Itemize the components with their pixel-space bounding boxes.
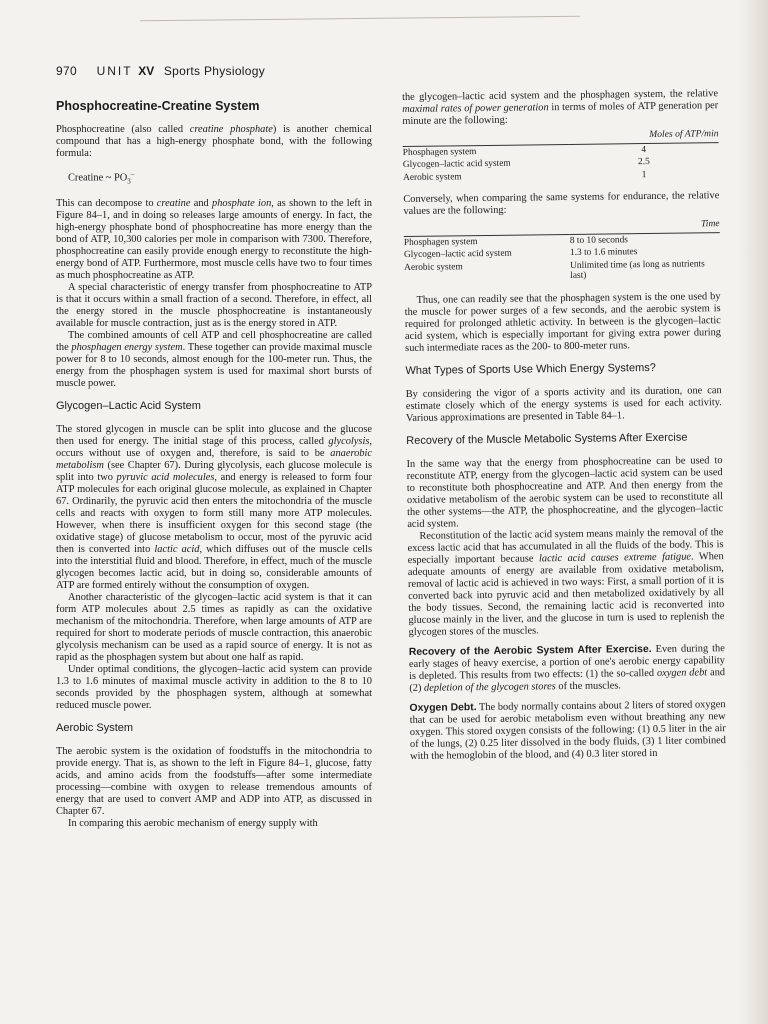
paragraph: The stored glycogen in muscle can be split into glucose and the glucose then used for energy. The initial stage of this process, called glycolysis, occurs without use of oxygen and, therefore, is said to be anaerobic metabolism (see Chapter 67). During glycolysis, each glucose molecule is split into two pyruvic acid molecules, and energy is released to form four ATP molecules for each original glucose molecule, as explained in Chapter 67. Ordinarily, the pyruvic acid then enters the mitochondria of the muscle cells and reacts with oxygen to form still many more ATP molecules. However, when there is insufficient oxygen for this second stage (the oxidative stage) of glucose metabolism to occur, most of the pyruvic acid then is converted into lactic acid, which diffuses out of the muscle cells into the interstitial fluid and blood. Therefore, in effect, much of the muscle glycogen becomes lactic acid, but in doing so, considerable amounts of ATP are formed entirely without the consumption of oxygen. bbox=[56, 423, 372, 591]
paragraph: Oxygen Debt. The body normally contains about 2 liters of stored oxygen that can be used for aerobic metabolism even without breathing any new oxygen. This stored oxygen consists of the following: (1) 0.5 liter in the air of the lungs, (2) 0.25 liter dissolved in the body fluids, (3) 1 liter combined with the hemoglobin of the blood, and (4) 0.3 liter stored in bbox=[409, 698, 727, 762]
left-column bbox=[56, 100, 372, 830]
heading-sports-types: What Types of Sports Use Which Energy Systems? bbox=[405, 361, 656, 377]
paragraph: Recovery of the Aerobic System After Exercise. Even during the early stages of heavy exercise, a portion of one's aerobic energy capability is depleted. This results from two effects: (1) the so-called oxygen debt and (2) depletion of the glycogen stores of the muscles. bbox=[408, 642, 726, 694]
paragraph: Under optimal conditions, the glycogen–lactic acid system can provide 1.3 to 1.6 minutes of maximal muscle activity in addition to the 8 to 10 seconds provided by the phosphagen system, although at somewhat reduced muscle power. bbox=[56, 663, 372, 711]
section-title: Sports Physiology bbox=[163, 64, 266, 78]
heading-glycogen-lactic: Glycogen–Lactic Acid System bbox=[56, 399, 201, 412]
formula: Creatine ~ $PO_3^-$ bbox=[68, 170, 135, 186]
paragraph: The combined amounts of cell ATP and cell phosphocreatine are called the phosphagen energy system. These together can provide maximal muscle power for 8 to 10 seconds, almost enough for the 100-meter run. Thus, the energy from the phosphagen system is used for maximal short bursts of muscle power. bbox=[56, 329, 373, 389]
paragraph: In comparing this aerobic mechanism of energy supply with bbox=[68, 817, 318, 829]
paragraph: Conversely, when comparing the same systems for endurance, the relative values are the following: bbox=[403, 190, 720, 217]
heading-recovery: Recovery of the Muscle Metabolic Systems After Exercise bbox=[406, 431, 688, 447]
scan-edge-line bbox=[140, 16, 580, 22]
paragraph: In the same way that the energy from phosphocreatine can be used to reconstitute ATP, energy from the glycogen–lactic acid system can be used to reconstitute both phosphocreatine and ATP. And then energy from the oxidative metabolism of the aerobic system can be used to reconstitute all the other systems—the ATP, the phosphocreatine, and the glycogen–lactic acid system. bbox=[406, 454, 724, 530]
page-number: 970 bbox=[56, 64, 77, 78]
table-header: Moles of ATP/min bbox=[402, 128, 718, 146]
endurance-table bbox=[404, 218, 721, 284]
unit-word: UNIT bbox=[96, 64, 133, 78]
power-rate-table bbox=[402, 128, 719, 184]
unit-number: XV bbox=[138, 64, 155, 78]
paragraph: the glycogen–lactic acid system and the phosphagen system, the relative maximal rates of power generation in terms of moles of ATP generation per minute are the following: bbox=[402, 88, 719, 127]
runin-heading: Recovery of the Aerobic System After Exercise. bbox=[408, 643, 652, 658]
table-row: Aerobic system 1 bbox=[402, 169, 647, 183]
paragraph: Phosphocreatine (also called creatine phosphate) is another chemical compound that has a high-energy phosphate bond, with the following formula: bbox=[56, 124, 372, 159]
running-header bbox=[56, 64, 265, 78]
table-row: Glycogen–lactic acid system 2.5 bbox=[402, 156, 650, 170]
paragraph: Reconstitution of the lactic acid system means mainly the removal of the excess lactic acid that has accumulated in all the fluids of the body. This is especially important because lactic acid causes extreme fatigue. When adequate amounts of energy are available from oxidative metabolism, removal of lactic acid is achieved in two ways: First, a small portion of it is converted back into pyruvic acid and then metabolized oxidatively by all the body tissues. Second, the remaining lactic acid is reconverted into glucose mainly in the liver, and the glucose in turn is used to replenish the glycogen stores of the muscles. bbox=[407, 526, 725, 638]
heading-phosphocreatine: Phosphocreatine-Creatine System bbox=[56, 99, 260, 113]
paragraph: A special characteristic of energy transfer from phosphocreatine to ATP is that it occurs within a small fraction of a second. Therefore, in effect, all the energy stored in the muscle phosphocreatine is instantaneously available for muscle contraction, just as is the energy stored in ATP. bbox=[56, 281, 372, 329]
right-column bbox=[402, 88, 726, 762]
paragraph: This can decompose to creatine and phosphate ion, as shown to the left in Figure 84–1, and in doing so releases large amounts of energy. In fact, the high-energy phosphate bond of phosphocreatine has more energy than the bond of ATP, 10,300 calories per mole in comparison with 7300. Therefore, phosphocreatine can easily provide enough energy to reconstitute the high-energy bond of ATP. Furthermore, most muscle cells have two to four times as much phosphocreatine as ATP. bbox=[56, 197, 372, 281]
page-gutter-shadow bbox=[738, 0, 768, 1024]
table-row: Phosphagen system 4 bbox=[402, 144, 647, 158]
paragraph: Thus, one can readily see that the phosphagen system is the one used by the muscle for power surges of a few seconds, and the aerobic system is required for prolonged athletic activity. In between is the glycogen–lactic acid system, which is especially important for giving extra power during such intermediate races as the 200- to 800-meter runs. bbox=[404, 290, 722, 354]
paragraph: Another characteristic of the glycogen–lactic acid system is that it can form ATP molecules about 2.5 times as rapidly as can the oxidative mechanism of the mitochondria. Therefore, when large amounts of ATP are required for short to moderate periods of muscle contraction, this anaerobic glycolysis mechanism can be used as a rapid source of energy. It is not as rapid as the phosphagen system but about one half as rapid. bbox=[56, 591, 372, 663]
paragraph: By considering the vigor of a sports activity and its duration, one can estimate closely which of the energy systems is used for each activity. Various approximations are presented in Table 84–1. bbox=[405, 384, 722, 424]
table-row: Aerobic system Unlimited time (as long as nutrients last) bbox=[404, 258, 705, 281]
table-row: Phosphagen system 8 to 10 seconds bbox=[403, 234, 628, 248]
runin-heading: Oxygen Debt. bbox=[409, 701, 477, 714]
paragraph: The aerobic system is the oxidation of foodstuffs in the mitochondria to provide energy. That is, as shown to the left in Figure 84–1, glucose, fatty acids, and amino acids from the foodstuffs—after some intermediate processing—combine with oxygen to release tremendous amounts of energy that are used to convert AMP and ADP into ATP, as discussed in Chapter 67. bbox=[56, 745, 372, 817]
table-row: Glycogen–lactic acid system 1.3 to 1.6 minutes bbox=[403, 247, 638, 260]
table-header: Time bbox=[404, 218, 720, 236]
heading-aerobic: Aerobic System bbox=[56, 721, 134, 734]
